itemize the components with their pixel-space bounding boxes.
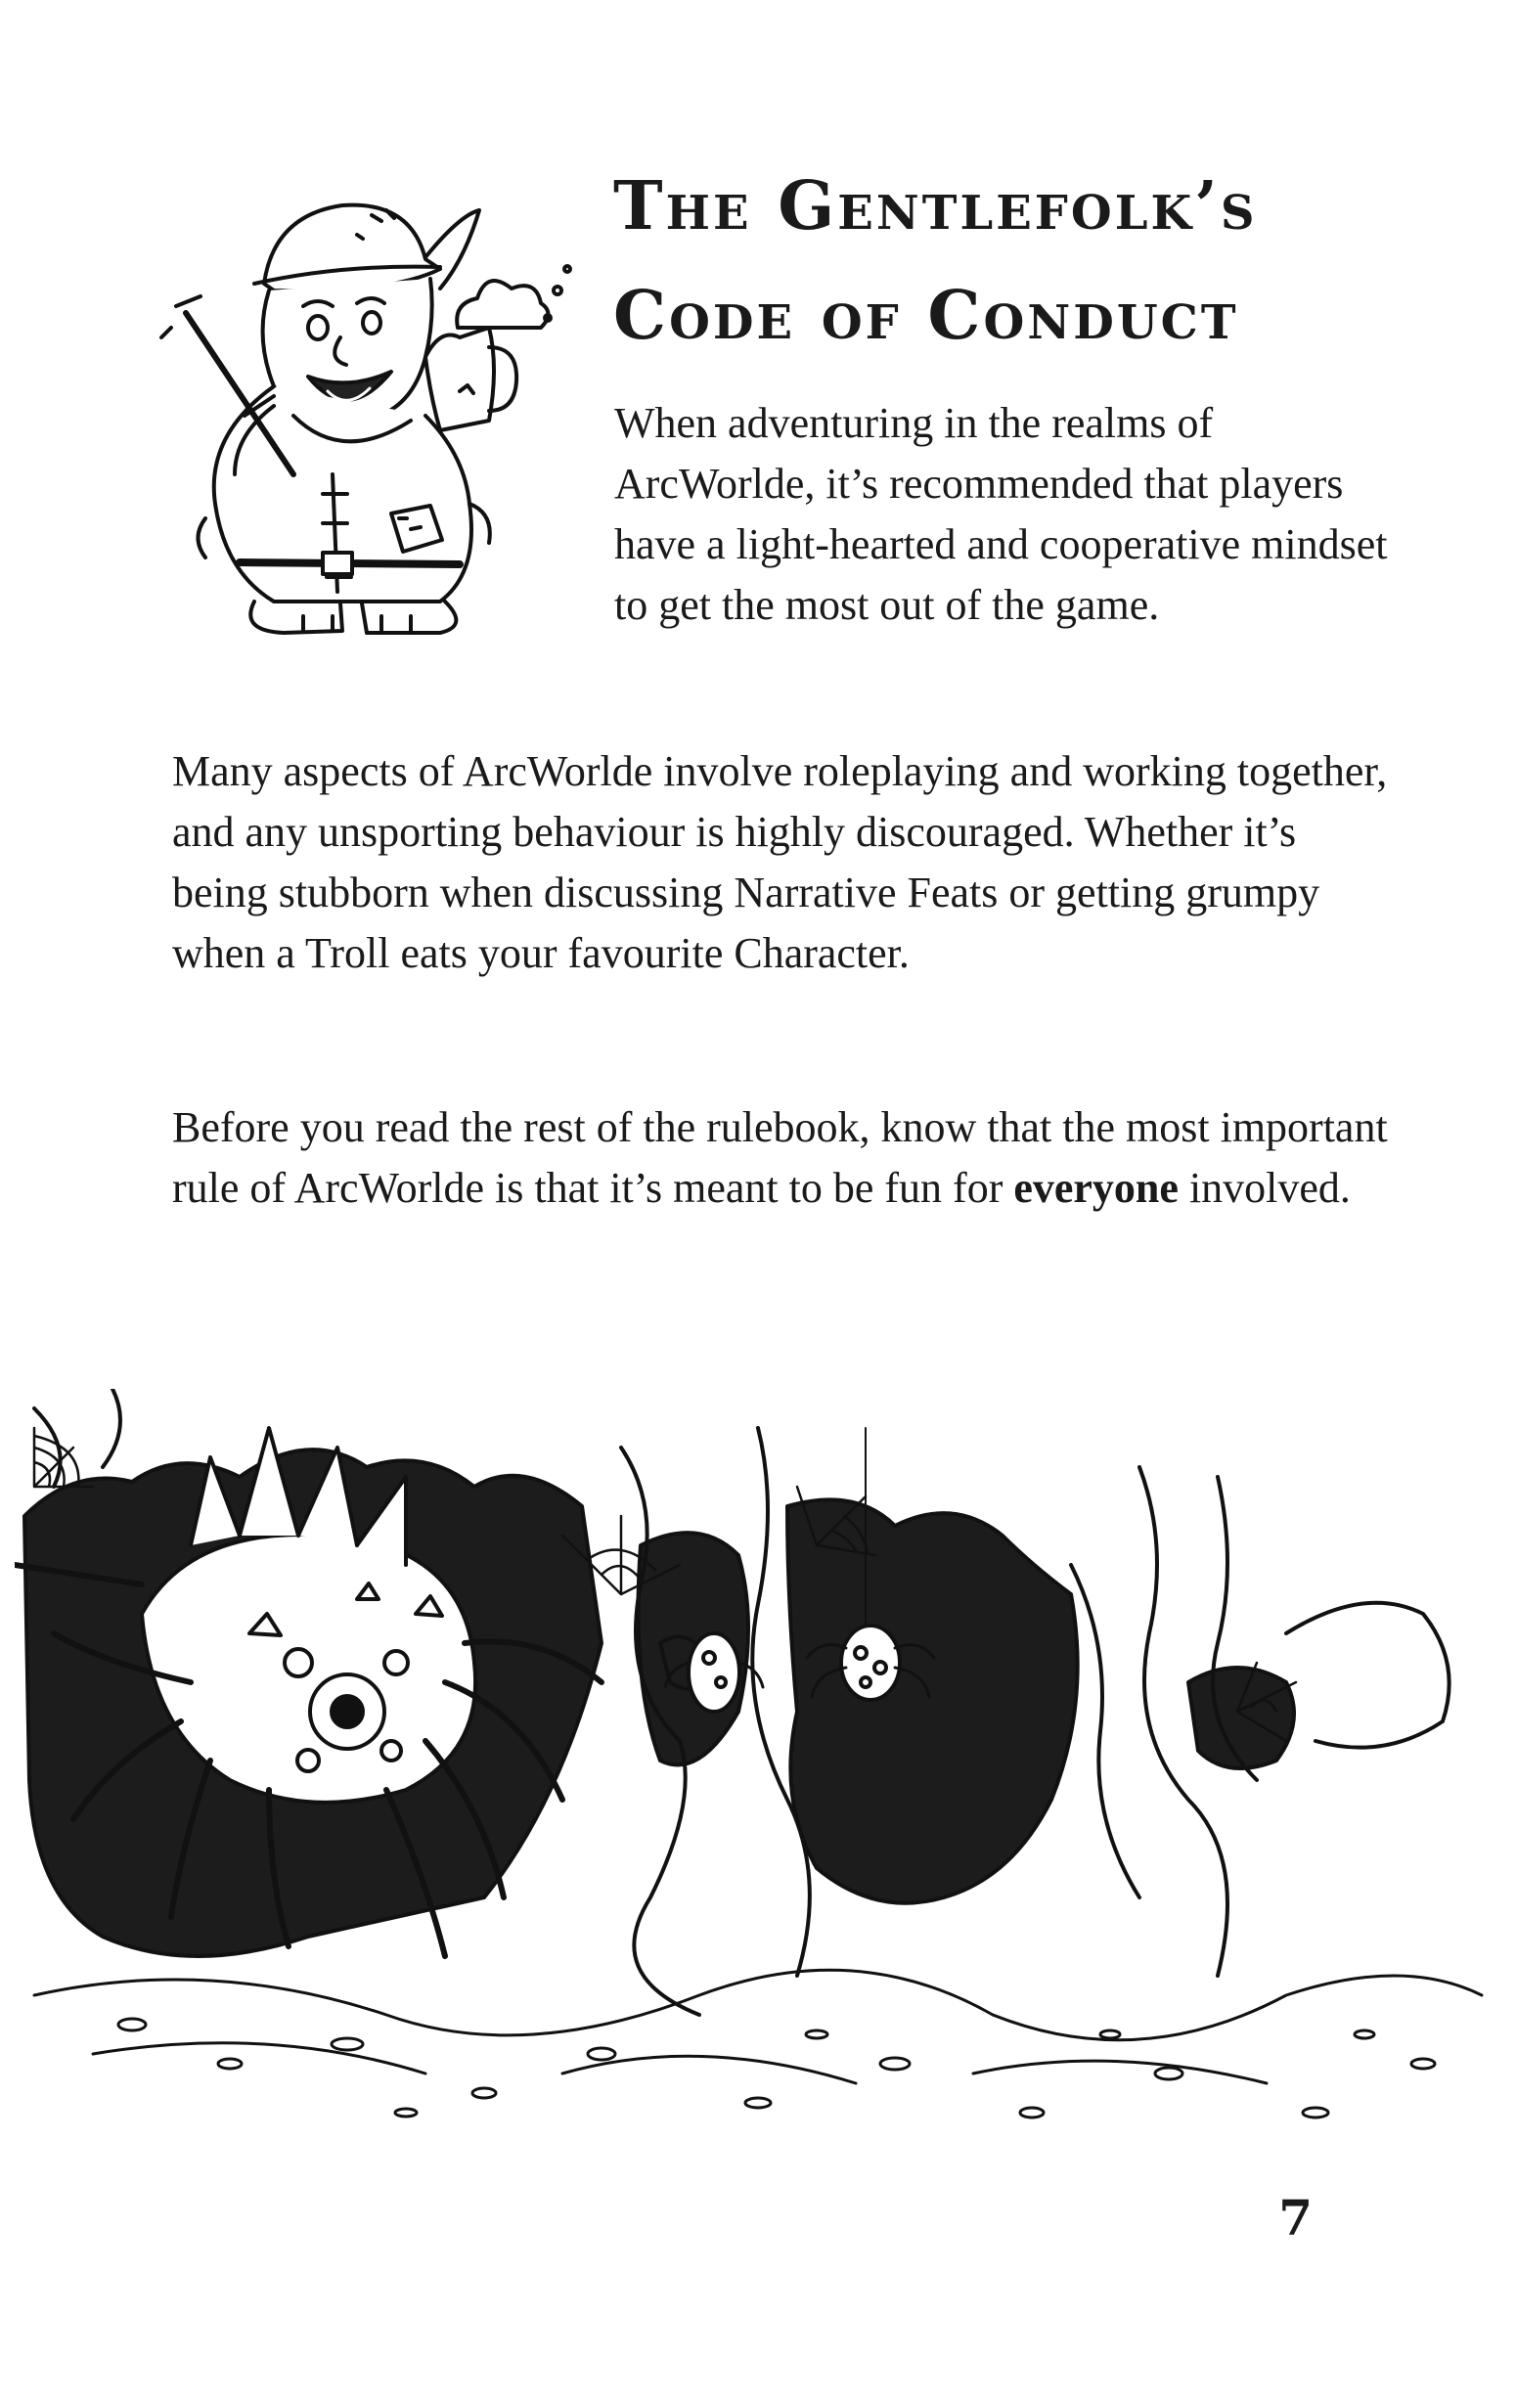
title-line-2: Code of Conduct [613, 277, 1239, 355]
page-title [613, 152, 1396, 371]
paragraph-2-text: Before you read the rest of the rulebook, know that the most important rule of ArcWorlde is that it’s meant to be fun for [172, 1103, 1388, 1212]
paragraph-2-end: involved. [1178, 1164, 1351, 1212]
title-line-1: The Gentlefolk’s [613, 167, 1258, 245]
emphasis-everyone: everyone [1013, 1164, 1179, 1212]
gnome-with-tankard-illustration [147, 181, 587, 646]
intro-paragraph: When adventuring in the realms of ArcWorlde, it’s recommended that players have a light-hearted and cooperative mindset to get the most out of the game. [614, 399, 1388, 629]
body-paragraph-2 [172, 1097, 1395, 1219]
page-number: 7 [1278, 2189, 1313, 2247]
spider-cave-illustration [15, 1389, 1492, 2152]
body-paragraph-1: Many aspects of ArcWorlde involve roleplaying and working together, and any unsporting behaviour is highly discouraged. Whether it’s being stubborn when discussing Narrative Feats or getting grumpy when a Troll eats your favourite Character. [172, 747, 1388, 977]
